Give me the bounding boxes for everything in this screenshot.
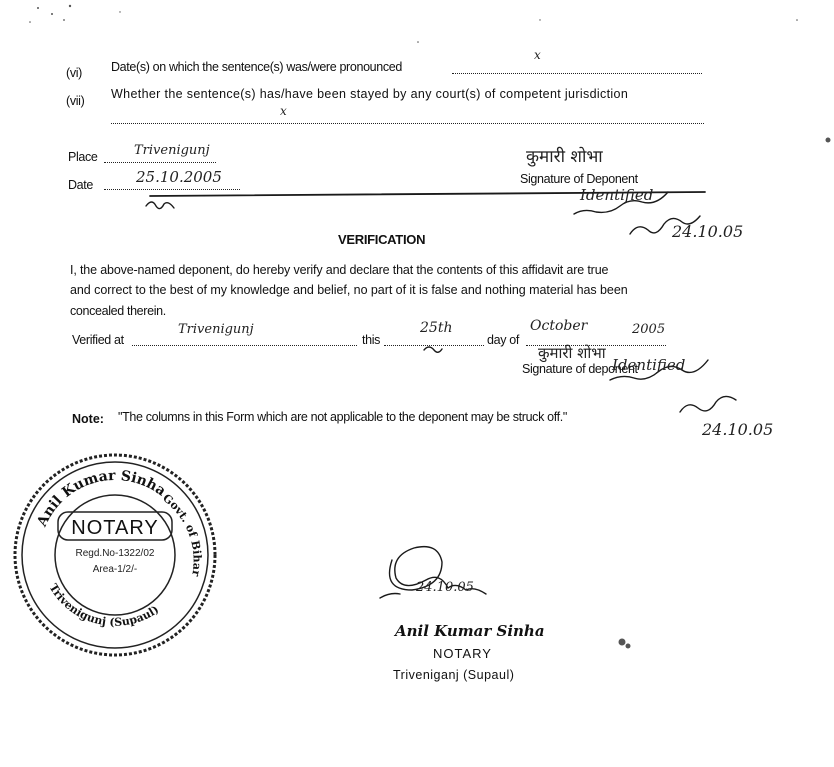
verification-line-1: I, the above-named deponent, do hereby verify and declare that the contents of this affidavit are true — [70, 263, 609, 277]
identified-date-1: 24.10.05 — [672, 222, 744, 241]
deponent-name-hindi-2: कुमारी शोभा — [538, 344, 606, 362]
identified-text-1: Identified — [580, 186, 654, 204]
deponent-name-hindi: कुमारी शोभा — [526, 147, 603, 167]
svg-text:Area-1/2/-: Area-1/2/- — [92, 564, 138, 575]
this-label: this — [362, 333, 381, 347]
verified-at-value: Trivenigunj — [178, 322, 254, 337]
svg-text:Regd.No-1322/02: Regd.No-1322/02 — [75, 548, 155, 559]
day-of-label: day of — [487, 333, 519, 347]
clause-vii-text: Whether the sentence(s) has/have been stayed by any court(s) of competent jurisdiction — [111, 87, 629, 101]
notary-title: NOTARY — [433, 646, 492, 661]
svg-text:Govt. of Bihar: Govt. of Bihar — [160, 491, 204, 578]
verification-line-2: and correct to the best of my knowledge and belief, no part of it is false and nothing material has been — [70, 283, 628, 297]
svg-text:Trivenigunj (Supaul): Trivenigunj (Supaul) — [46, 581, 162, 629]
clause-vii-mark: x — [280, 104, 287, 118]
clause-vii-blank — [111, 123, 704, 124]
place-blank — [104, 162, 216, 163]
note-label: Note: — [72, 412, 104, 426]
verification-signature-label: Signature of deponent — [522, 362, 638, 376]
note-text: "The columns in this Form which are not applicable to the deponent may be struck off." — [118, 410, 567, 424]
identified-text-2: Identified — [612, 356, 686, 374]
clause-vi-blank — [452, 73, 702, 74]
notary-place: Triveniganj (Supaul) — [393, 668, 515, 682]
notary-sign-date: 24.10.05 — [416, 580, 474, 595]
clause-vii-number: (vii) — [66, 94, 85, 108]
place-label: Place — [68, 150, 98, 164]
verified-at-label: Verified at — [72, 333, 124, 347]
deponent-signature-label: Signature of Deponent — [520, 172, 638, 186]
verification-line-3: concealed therein. — [70, 304, 166, 318]
notary-name: Anil Kumar Sinha — [395, 622, 545, 640]
day-blank — [384, 345, 484, 346]
date-value: 25.10.2005 — [136, 168, 222, 186]
svg-text:NOTARY: NOTARY — [71, 517, 159, 539]
notary-seal — [10, 450, 220, 660]
month-value: October — [530, 318, 588, 334]
date-label: Date — [68, 178, 94, 192]
year-value: 2005 — [632, 322, 666, 337]
clause-vi-mark: x — [534, 48, 541, 62]
date-blank — [104, 189, 240, 190]
day-value: 25th — [420, 320, 453, 336]
place-value: Trivenigunj — [134, 143, 210, 158]
identified-date-2: 24.10.05 — [702, 420, 774, 439]
seal-ring-text: Anil Kumar Sinha — [34, 467, 169, 530]
verified-at-blank — [132, 345, 357, 346]
verification-heading: VERIFICATION — [338, 232, 426, 247]
clause-vi-number: (vi) — [66, 66, 82, 80]
clause-vi-text: Date(s) on which the sentence(s) was/were pronounced — [111, 60, 402, 74]
